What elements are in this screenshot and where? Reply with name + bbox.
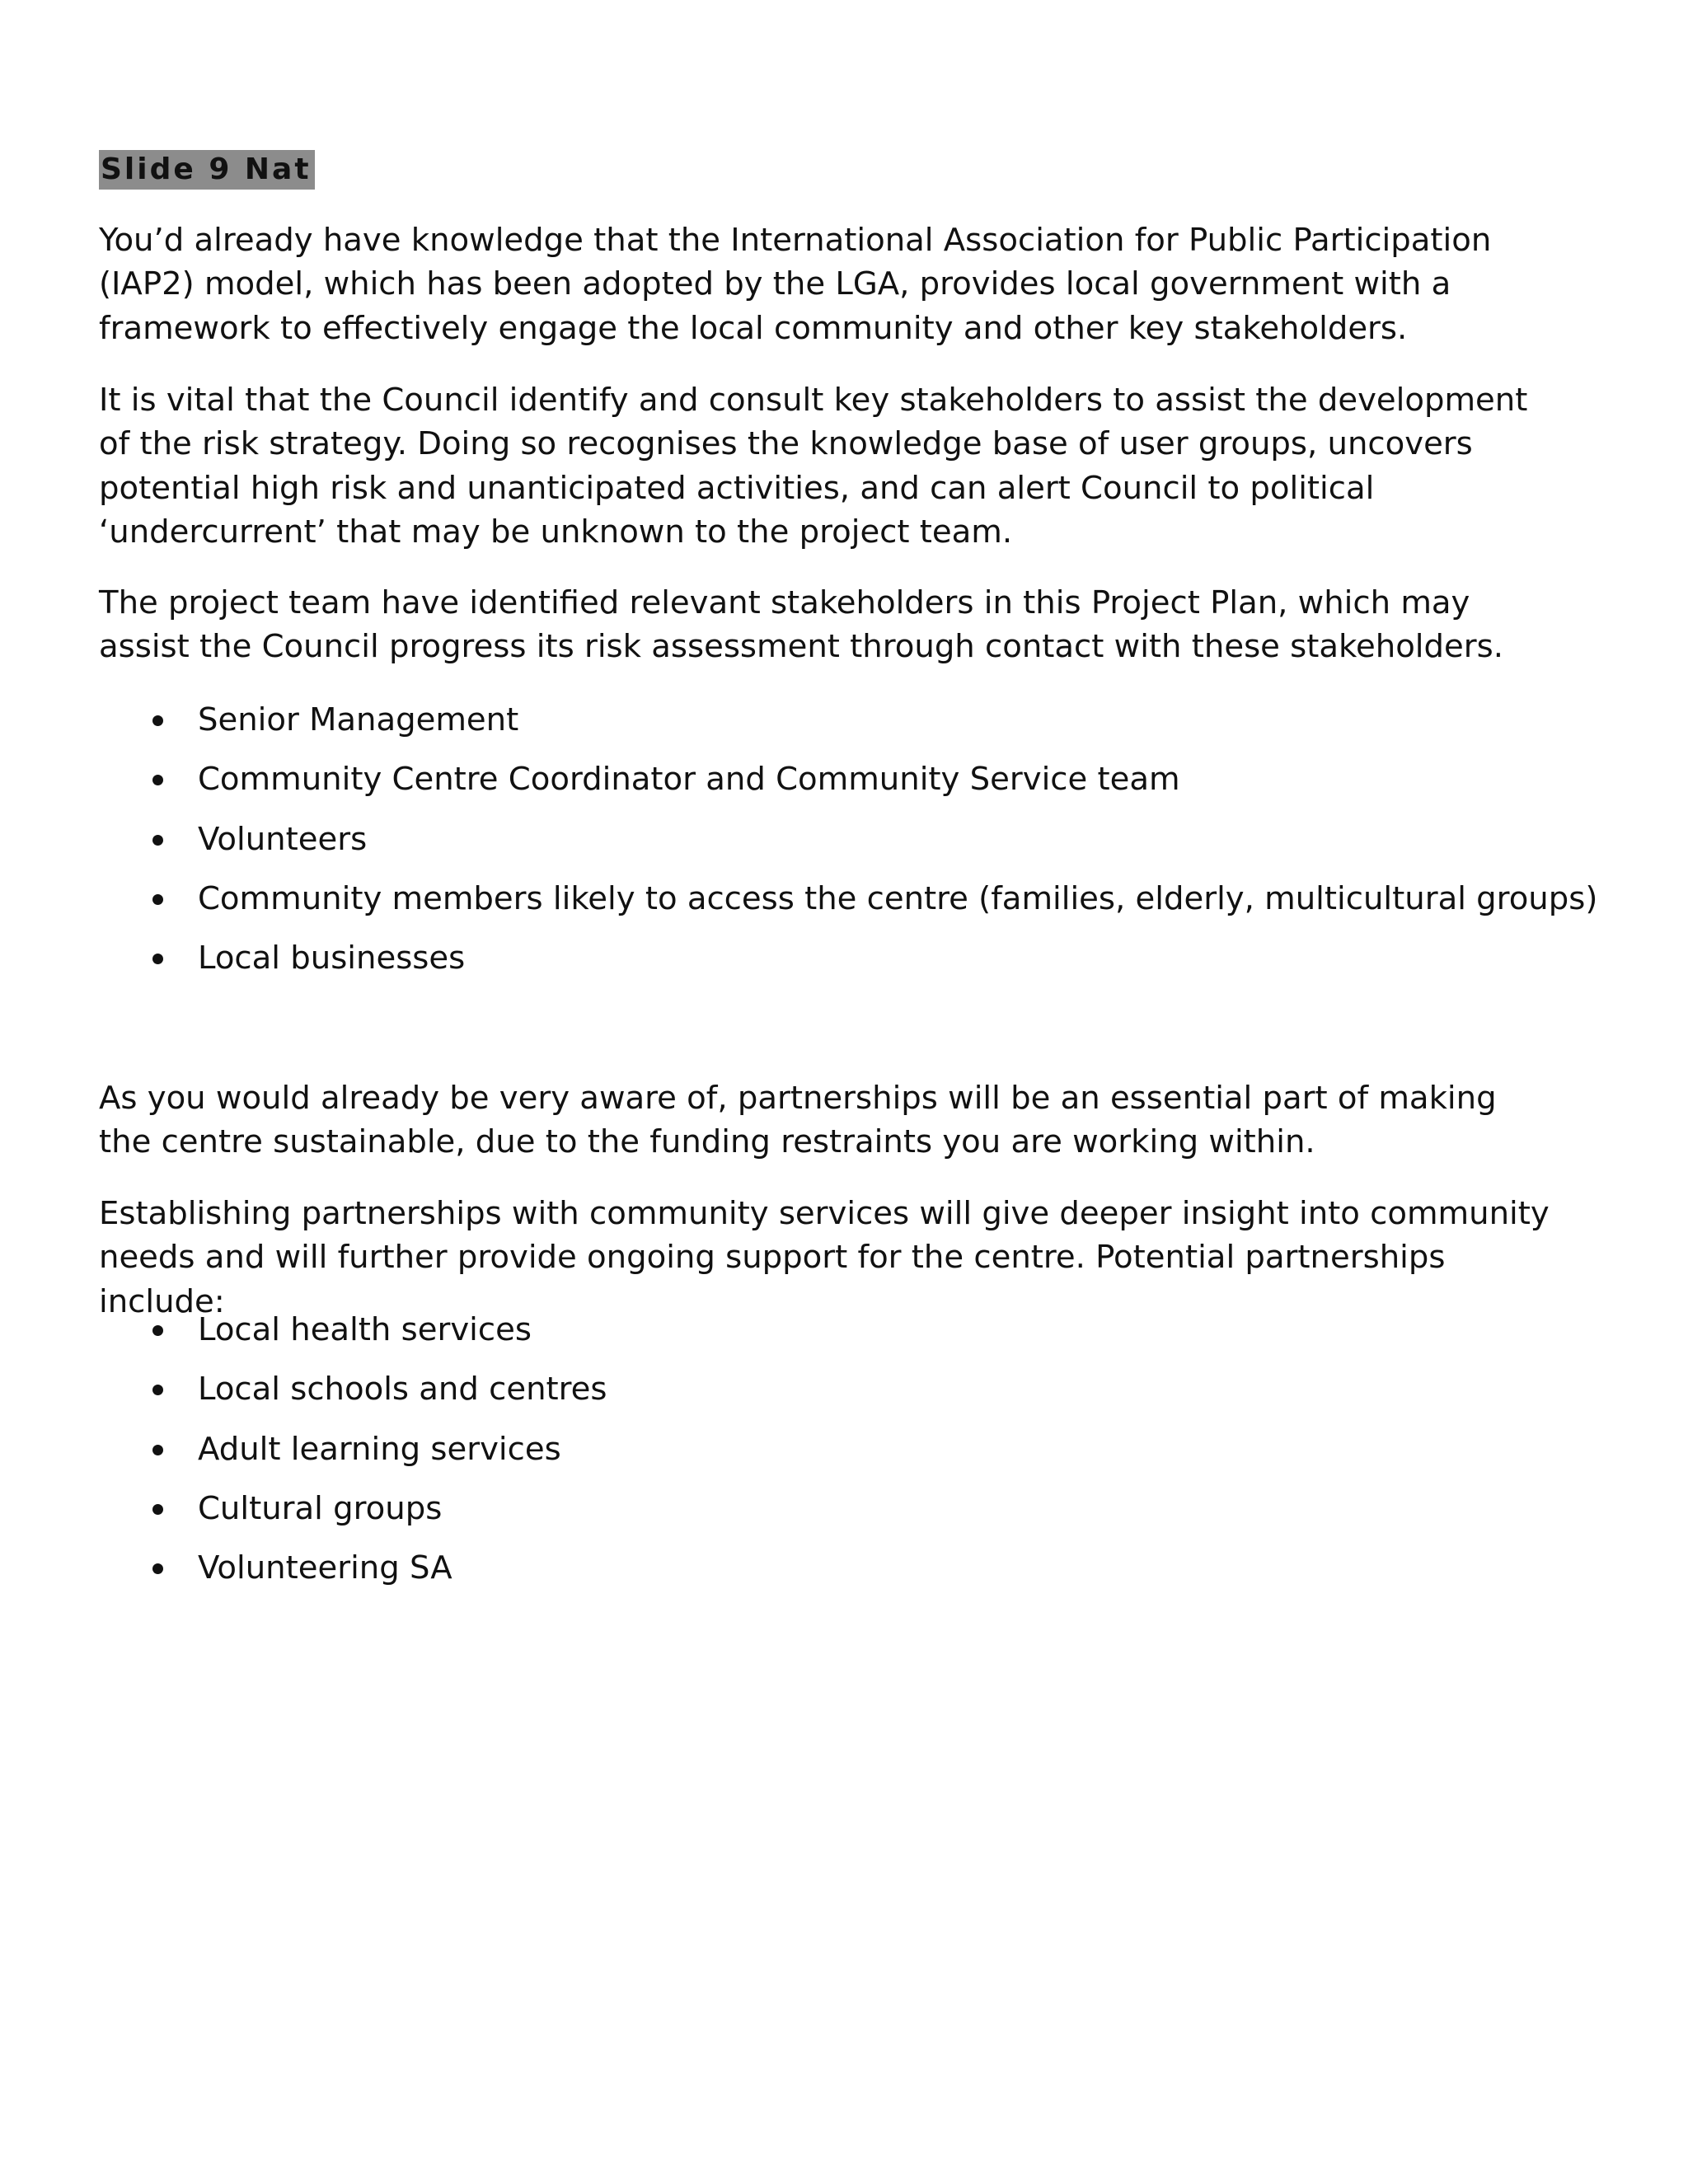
bullet-icon (152, 1504, 163, 1515)
list-item-text: Senior Management (198, 701, 519, 738)
list-item-text: Local businesses (198, 940, 466, 977)
list-item (99, 1487, 1558, 1546)
list-item-text: Community Centre Coordinator and Community Service team (198, 761, 1180, 799)
list-item (99, 936, 1558, 996)
slide-heading: Slide 9 Nat (99, 150, 315, 190)
list-item-text: Local health services (198, 1311, 532, 1348)
list-item-text: Volunteering SA (198, 1549, 452, 1587)
list-item (99, 818, 1558, 877)
bullet-icon (152, 894, 163, 905)
bullet-icon (152, 715, 163, 726)
list-item (99, 1367, 1558, 1427)
bullet-icon (152, 1325, 163, 1336)
partnership-list (99, 1308, 1558, 1605)
list-item (99, 1546, 1558, 1605)
bullet-icon (152, 1385, 163, 1395)
bullet-icon (152, 1563, 163, 1574)
paragraph-iap2: You’d already have knowledge that the International Association for Public Participation (IAP2) model, which has been adopted by the LGA, provides local government with a framework to effectively engage the local community and other key stakeholders. (99, 222, 1492, 347)
bullet-icon (152, 835, 163, 846)
list-item (99, 1308, 1558, 1367)
list-item (99, 757, 1558, 817)
list-item (99, 698, 1558, 757)
list-item (99, 1427, 1558, 1487)
paragraph-partnerships-intro: As you would already be very aware of, partnerships will be an essential part of making the centre sustainable, due to the funding restraints you are working within. (99, 1080, 1497, 1161)
paragraph-partnerships-detail: Establishing partnerships with community services will give deeper insight into community needs and will further provide ongoing support for the centre. Potential partnerships include: (99, 1195, 1550, 1320)
bullet-icon (152, 954, 163, 964)
paragraph-risk-strategy: It is vital that the Council identify and consult key stakeholders to assist the development of the risk strategy. Doing so recognises the knowledge base of user groups, uncovers potential high risk and unanticipated activities, and can alert Council to political ‘undercurrent’ that may be unknown to the project team. (99, 382, 1528, 551)
bullet-icon (152, 775, 163, 785)
list-item-text: Adult learning services (198, 1430, 561, 1468)
bullet-icon (152, 1445, 163, 1455)
stakeholder-list (99, 698, 1598, 996)
list-item-text: Volunteers (198, 820, 368, 858)
paragraph-project-team: The project team have identified relevant stakeholders in this Project Plan, which may assist the Council progress its risk assessment through contact with these stakeholders. (99, 584, 1503, 666)
list-item (99, 877, 1598, 936)
list-item-text: Cultural groups (198, 1489, 443, 1527)
list-item-text: Local schools and centres (198, 1371, 607, 1408)
list-item-text: Community members likely to access the centre (families, elderly, multicultural groups) (198, 879, 1598, 917)
